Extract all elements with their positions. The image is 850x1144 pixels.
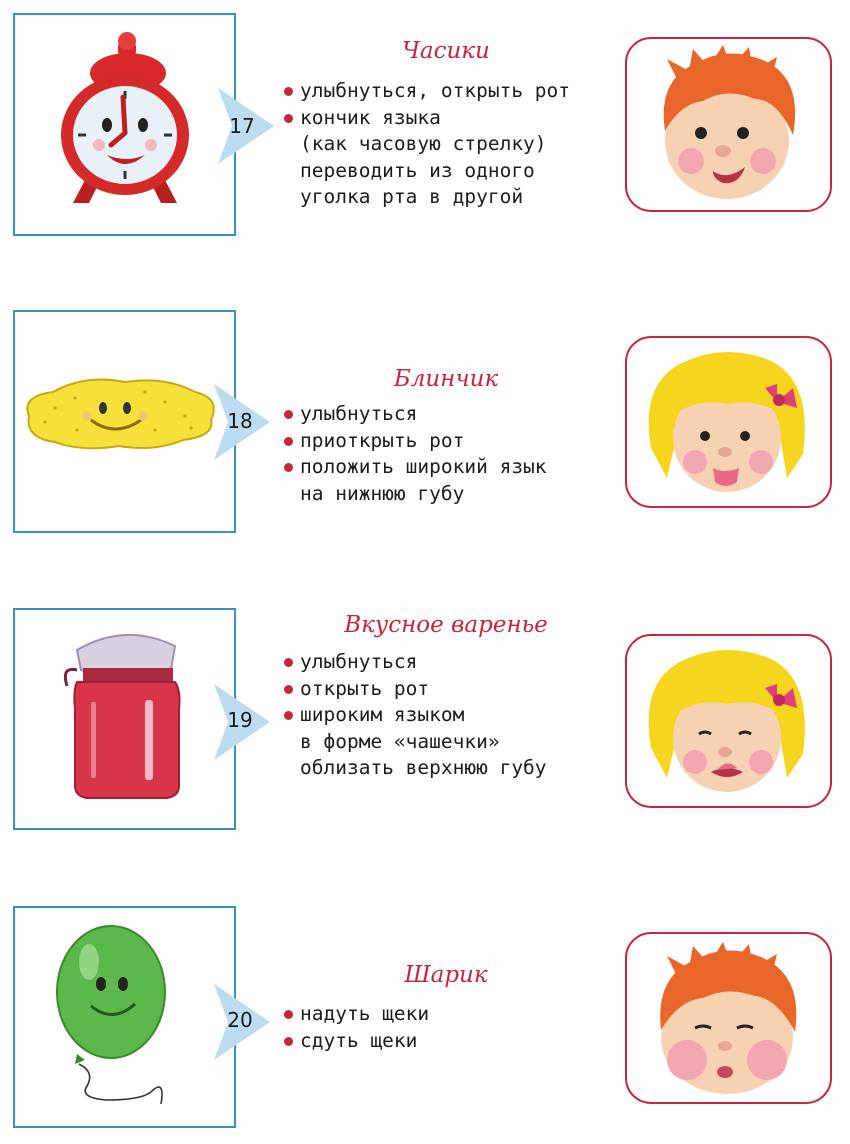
step-item [284, 428, 547, 455]
exercise-number: 20 [227, 1008, 253, 1032]
bullet-icon [284, 685, 293, 694]
exercise-20-image-frame [13, 906, 236, 1128]
bullet-icon [284, 87, 293, 96]
step-list [284, 401, 547, 507]
step-item [284, 454, 547, 507]
step-text: приоткрыть рот [300, 428, 465, 452]
bullet-icon [284, 711, 293, 720]
exercise-number: 17 [229, 114, 255, 138]
step-item [284, 1001, 429, 1028]
jam-jar-icon [15, 610, 234, 828]
step-item [284, 78, 570, 105]
bullet-icon [284, 1037, 293, 1046]
boy-puffed-cheeks-icon [627, 934, 830, 1102]
bullet-icon [284, 114, 293, 123]
balloon-icon [15, 908, 234, 1126]
step-text: широким языком в форме «чашечки» облизать верхнюю губу [300, 703, 547, 779]
exercise-18-image-frame [13, 310, 236, 533]
exercise-number: 18 [227, 409, 253, 433]
step-item [284, 702, 547, 782]
exercise-title: Шарик [404, 962, 488, 988]
step-text: сдуть щеки [300, 1028, 418, 1052]
step-text: улыбнуться, открыть рот [300, 79, 571, 102]
alarm-clock-icon [15, 15, 234, 234]
step-text: положить широкий язык на нижнюю губу [300, 455, 547, 505]
exercise-18-face-card [625, 336, 832, 508]
exercise-number: 19 [227, 708, 253, 732]
girl-face-icon [627, 636, 830, 806]
step-list [284, 649, 547, 782]
pancake-icon [15, 312, 234, 531]
step-item [284, 401, 547, 428]
exercise-19-image-frame [13, 608, 236, 830]
exercise-17-face-card [625, 37, 832, 212]
step-text: надуть щеки [300, 1002, 430, 1025]
bullet-icon [284, 658, 293, 667]
step-text: кончик языка (как часовую стрелку) переводить из одного уголка рта в другой [300, 105, 547, 208]
step-text: улыбнуться [300, 650, 418, 673]
bullet-icon [284, 410, 293, 419]
step-item [284, 105, 570, 211]
bullet-icon [284, 463, 293, 472]
step-item [284, 676, 547, 703]
bullet-icon [284, 437, 293, 446]
exercise-17-image-frame [13, 13, 236, 236]
exercise-title: Блинчик [393, 366, 499, 392]
boy-face-icon [627, 39, 830, 210]
bullet-icon [284, 1010, 293, 1019]
girl-face-icon [627, 338, 830, 506]
exercise-title: Часики [402, 38, 490, 64]
exercise-19-face-card [625, 634, 832, 808]
step-text: улыбнуться [300, 402, 418, 425]
step-item [284, 1028, 429, 1055]
step-item [284, 649, 547, 676]
exercise-title: Вкусное варенье [344, 612, 548, 638]
step-text: открыть рот [300, 676, 430, 700]
step-list [284, 78, 570, 211]
step-list [284, 1001, 429, 1054]
exercise-20-face-card [625, 932, 832, 1104]
